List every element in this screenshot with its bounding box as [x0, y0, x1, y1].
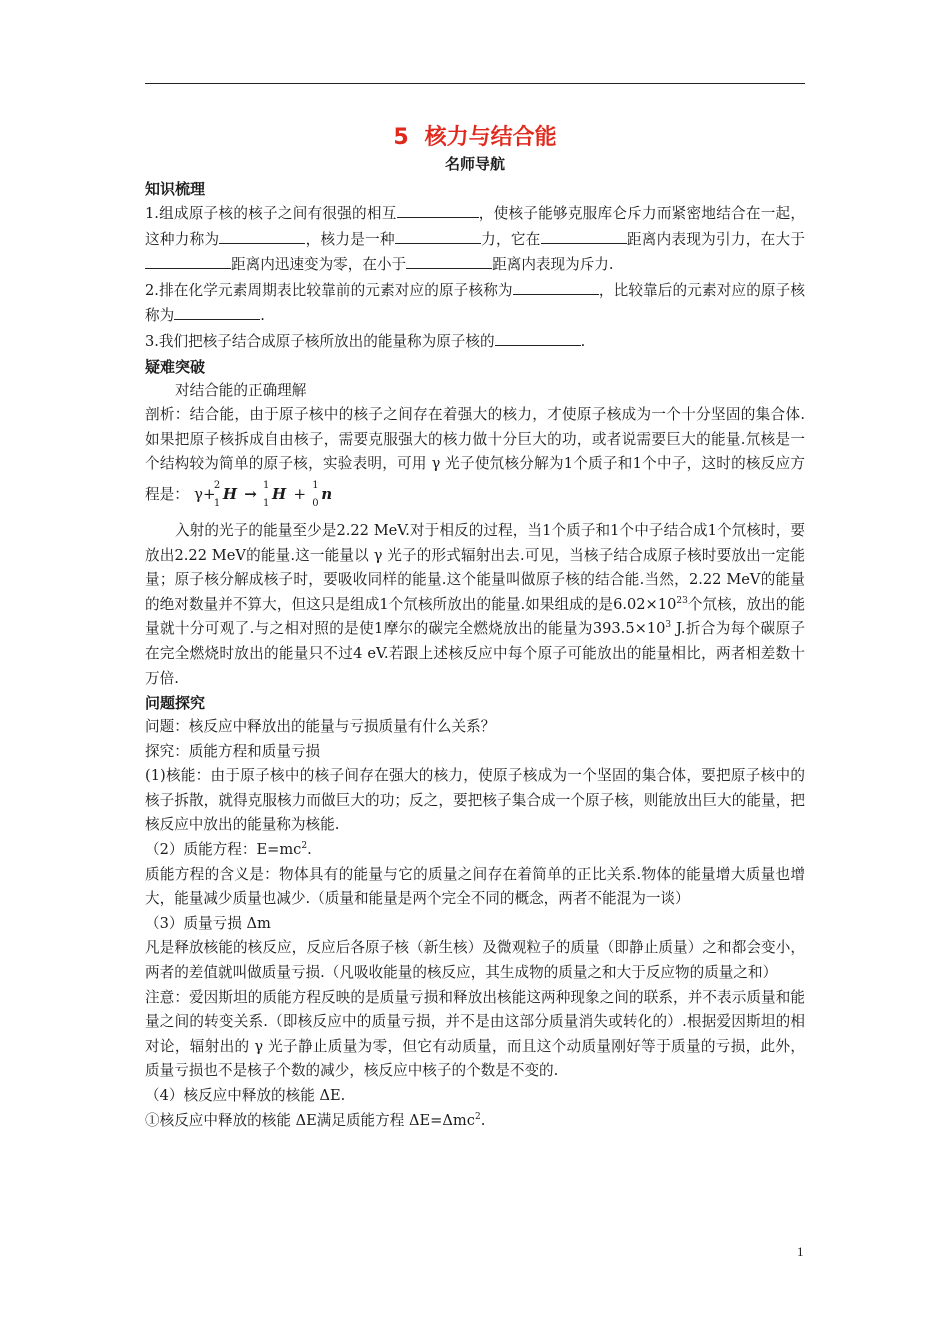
text: ①核反应中释放的核能 ΔE满足质能方程 ΔE=Δmc [145, 1111, 475, 1129]
text: 距离内表现为引力，在大于 [626, 230, 805, 248]
title-number: 5 [393, 125, 409, 150]
atomic-number: 1 [263, 497, 270, 509]
fill-blank[interactable] [219, 227, 305, 244]
section-heading-knowledge: 知识梳理 [145, 180, 206, 198]
fill-blank[interactable] [541, 227, 627, 244]
element-symbol: H [222, 484, 237, 503]
fill-blank[interactable] [406, 252, 492, 269]
plus-sign: + [203, 484, 216, 503]
atomic-number: 1 [213, 497, 221, 509]
exponent: 2 [301, 841, 308, 852]
mass-energy-meaning: 质能方程的含义是：物体具有的能量与它的质量之间存在着简单的正比关系.物体的能量增大质量也增大，能量减少质量也减少.（质量和能量是两个完全不同的概念，两者不能混为一谈） [145, 865, 805, 908]
text: J.折合为每个碳原子在完全燃烧时放出的能量只不过4 eV.若跟上述核反应中每个原子可能放出的能量相比，两者相差数十万倍. [145, 620, 805, 687]
text: 个氘核，放出的能量就十分可观了.与之相对照的是使1摩尔的碳完全燃烧放出的能量为393.5×10 [145, 595, 805, 638]
text: 力，它在 [480, 230, 541, 248]
page-number: 1 [797, 1244, 804, 1259]
title-text: 核力与结合能 [424, 125, 557, 150]
text: 距离内表现为斥力. [492, 256, 614, 274]
binding-energy-paragraph [145, 519, 805, 691]
nuclear-equation [189, 479, 334, 509]
text: ，使核子能够克服库仑斥力而紧密地结合在一起，这种力称为 [145, 205, 805, 248]
exponent: 23 [676, 595, 688, 606]
neutron [312, 477, 333, 511]
text: . [307, 841, 312, 859]
nuclear-energy-paragraph: (1)核能：由于原子核中的核子间存在强大的核力，使原子核成为一个坚固的集合体，要把原子核中的核子拆散，就得克服核力而做巨大的功；反之，要把核子集合成一个原子核，则能放出巨大的能量，把核反应中放出的能量称为核能. [145, 767, 805, 834]
mass-energy-equation [145, 838, 805, 863]
fill-blank[interactable] [513, 278, 599, 295]
fill-blank[interactable] [145, 252, 231, 269]
text: ，比较靠后的元素对应的原子核称为 [145, 281, 805, 325]
text: . [580, 332, 586, 350]
exponent: 3 [665, 620, 672, 631]
page-subtitle: 名师导航 [444, 155, 505, 173]
released-energy-heading: （4）核反应中释放的核能 ΔE. [145, 1087, 346, 1104]
element-symbol: n [321, 484, 333, 503]
fill-blank[interactable] [174, 303, 260, 320]
section-heading-inquiry: 问题探究 [145, 694, 206, 713]
mass-number: 1 [312, 479, 319, 491]
arrow-icon: → [244, 484, 257, 503]
released-energy-item [145, 1109, 805, 1134]
paragraph-1 [145, 201, 805, 278]
mass-number: 1 [263, 479, 270, 491]
document-page [145, 115, 805, 1133]
fill-blank[interactable] [395, 227, 481, 244]
section-heading-difficulty: 疑难突破 [145, 357, 206, 376]
exponent: 2 [474, 1111, 481, 1122]
gamma-symbol: γ [194, 484, 203, 503]
text: 1.组成原子核的核子之间有很强的相互 [145, 205, 397, 222]
atomic-number: 0 [312, 497, 319, 509]
text: 入射的光子的能量至少是2.22 MeV.对于相反的过程，当1个质子和1个中子结合成1个氘核时，要放出2.22 MeV的能量.这一能量以 γ 光子的形式辐射出去.可见，当核子结合成原子核时要放出一定能量；原子核分解成核子时，要吸收同样的能量.这个能量叫做原子核的结合能.当然，2.22 MeV的能量的绝对数量并不算大，但这只是组成1个氘核所放出的能量.如果组成的是6.02×10 [145, 521, 805, 613]
page-title [145, 123, 805, 153]
text: ，核力是一种 [305, 230, 395, 248]
deuterium-nucleus [213, 477, 237, 511]
inquiry-topic: 探究：质能方程和质量亏损 [145, 742, 321, 760]
paragraph-2 [145, 278, 805, 329]
question: 问题：核反应中释放出的能量与亏损质量有什么关系？ [145, 718, 496, 736]
mass-defect-heading: （3）质量亏损 Δm [145, 914, 271, 932]
mass-defect-paragraph: 凡是释放核能的核反应，反应后各原子核（新生核）及微观粒子的质量（即静止质量）之和都会变小，两者的差值就叫做质量亏损.（凡吸收能量的核反应，其生成物的质量之和大于反应物的质量之和） [145, 939, 805, 982]
text: 3.我们把核子结合成原子核所放出的能量称为原子核的 [145, 332, 495, 350]
fill-blank[interactable] [397, 201, 479, 218]
fill-blank[interactable] [495, 329, 581, 346]
text: . [480, 1111, 486, 1129]
subheading: 对结合能的正确理解 [175, 381, 307, 399]
text: 距离内迅速变为零，在小于 [231, 256, 407, 274]
paragraph-3 [145, 329, 805, 355]
text: . [260, 307, 265, 325]
plus-sign: + [293, 484, 307, 503]
note-paragraph: 注意：爱因斯坦的质能方程反映的是质量亏损和释放出核能这两种现象之间的联系，并不表示质量和能量之间的转变关系.（即核反应中的质量亏损，并不是由这部分质量消失或转化的）.根据爱因斯坦的相对论，辐射出的 γ 光子静止质量为零，但它有动质量，而且这个动质量刚好等于质量的亏损，此外，质量亏损也不是核子个数的减少，核反应中核子的个数是不变的. [145, 988, 805, 1080]
mass-number: 2 [213, 479, 221, 491]
text: （2）质能方程：E=mc [145, 841, 302, 859]
analysis-paragraph [145, 403, 805, 511]
text: 2.排在化学元素周期表比较靠前的元素对应的原子核称为 [145, 281, 513, 299]
text: 剖析：结合能，由于原子核中的核子之间存在着强大的核力，才使原子核成为一个十分坚固的集合体.如果把原子核拆成自由核子，需要克服强大的核力做十分巨大的功，或者说需要巨大的能量.氘核是一个结构较为简单的原子核，实验表明，可用 γ 光子使氘核分解为1个质子和1个中子，这时的核反应方程是： [145, 406, 805, 503]
header-rule [145, 83, 805, 84]
proton-nucleus [263, 477, 287, 511]
element-symbol: H [272, 484, 287, 503]
